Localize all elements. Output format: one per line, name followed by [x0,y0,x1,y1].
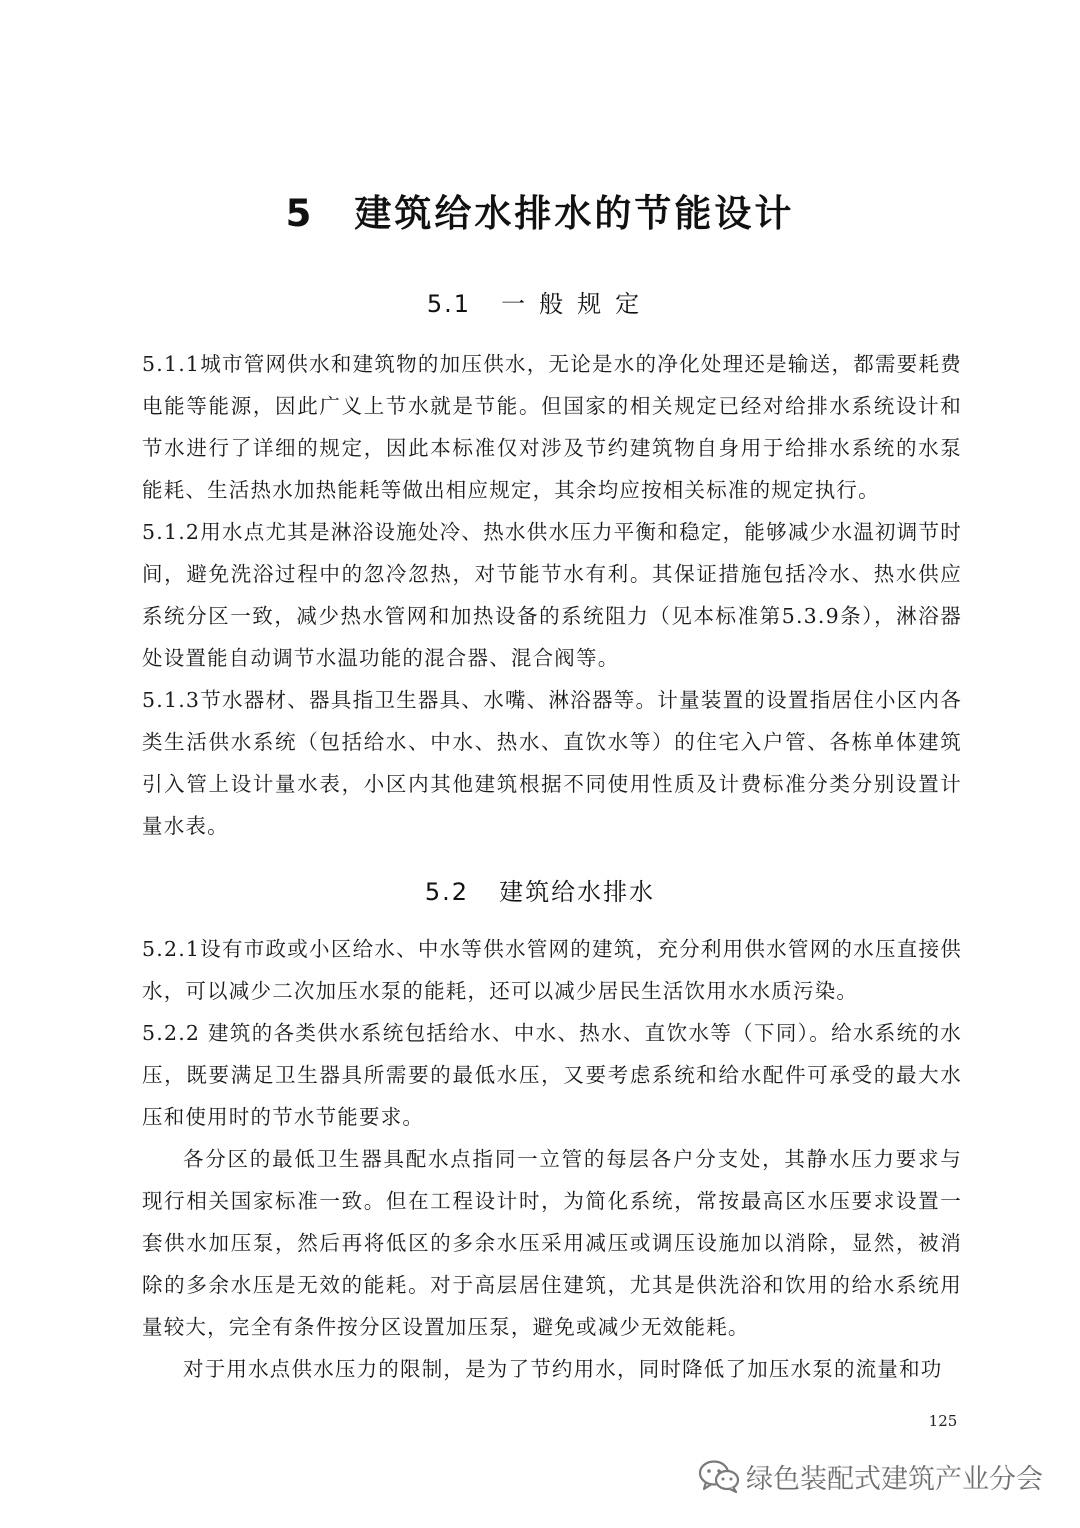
paragraph-pressure-limit: 对于用水点供水压力的限制，是为了节约用水，同时降低了加压水泵的流量和功 [183,1357,943,1381]
section-heading-5-1 [0,284,1080,319]
section-heading-5-2 [0,872,1080,907]
paragraph-5-1-2: 5.1.2用水点尤其是淋浴设施处冷、热水供水压力平衡和稳定，能够减少水温初调节时间，避免洗浴过程中的忽冷忽热，对节能节水有利。其保证措施包括冷水、热水供应系统分区一致，减少热水管网和加热设备的系统阻力（见本标准第5.3.9条），淋浴器处设置能自动调节水温功能的混合器、混合阀等。 [142,520,962,670]
paragraph-5-1-3: 5.1.3节水器材、器具指卫生器具、水嘴、淋浴器等。计量装置的设置指居住小区内各类生活供水系统（包括给水、中水、热水、直饮水等）的住宅入户管、各栋单体建筑引入管上设计量水表，小区内其他建筑根据不同使用性质及计费标准分类分别设置计量水表。 [142,688,962,838]
watermark [698,1456,1043,1496]
section-number: 5.2 [424,878,470,906]
chapter-title-text: 建筑给水排水的节能设计 [354,192,795,235]
watermark-text: 绿色装配式建筑产业分会 [746,1463,1043,1495]
wechat-icon [698,1459,740,1493]
paragraph-5-2-2: 5.2.2 建筑的各类供水系统包括给水、中水、热水、直饮水等（下同）。给水系统的水压，既要满足卫生器具所需要的最低水压，又要考虑系统和给水配件可承受的最大水压和使用时的节水节能要求。 [142,1021,962,1129]
section-title-text: 建筑给水排水 [499,878,656,906]
section-5-2-body [142,928,962,1390]
paragraph-5-2-1: 5.2.1设有市政或小区给水、中水等供水管网的建筑，充分利用供水管网的水压直接供水，可以减少二次加压水泵的能耗，还可以减少居民生活饮用水水质污染。 [142,937,962,1003]
paragraph-5-1-1: 5.1.1城市管网供水和建筑物的加压供水，无论是水的净化处理还是输送，都需要耗费电能等能源，因此广义上节水就是节能。但国家的相关规定已经对给排水系统设计和节水进行了详细的规定，因此本标准仅对涉及节约建筑物自身用于给排水系统的水泵能耗、生活热水加热能耗等做出相应规定，其余均应按相关标准的规定执行。 [142,352,962,502]
section-title-text: 一般规定 [501,290,654,318]
paragraph-zone-pressure: 各分区的最低卫生器具配水点指同一立管的每层各户分支处，其静水压力要求与现行相关国家标准一致。但在工程设计时，为简化系统，常按最高区水压要求设置一套供水加压泵，然后再将低区的多余水压采用减压或调压设施加以消除，显然，被消除的多余水压是无效的能耗。对于高层居住建筑，尤其是供洗浴和饮用的给水系统用量较大，完全有条件按分区设置加压泵，避免或减少无效能耗。 [142,1147,962,1339]
section-5-1-body [142,343,962,847]
page-number: 125 [928,1412,958,1430]
chapter-title [0,183,1080,237]
section-number: 5.1 [426,290,472,318]
chapter-number: 5 [285,192,315,235]
